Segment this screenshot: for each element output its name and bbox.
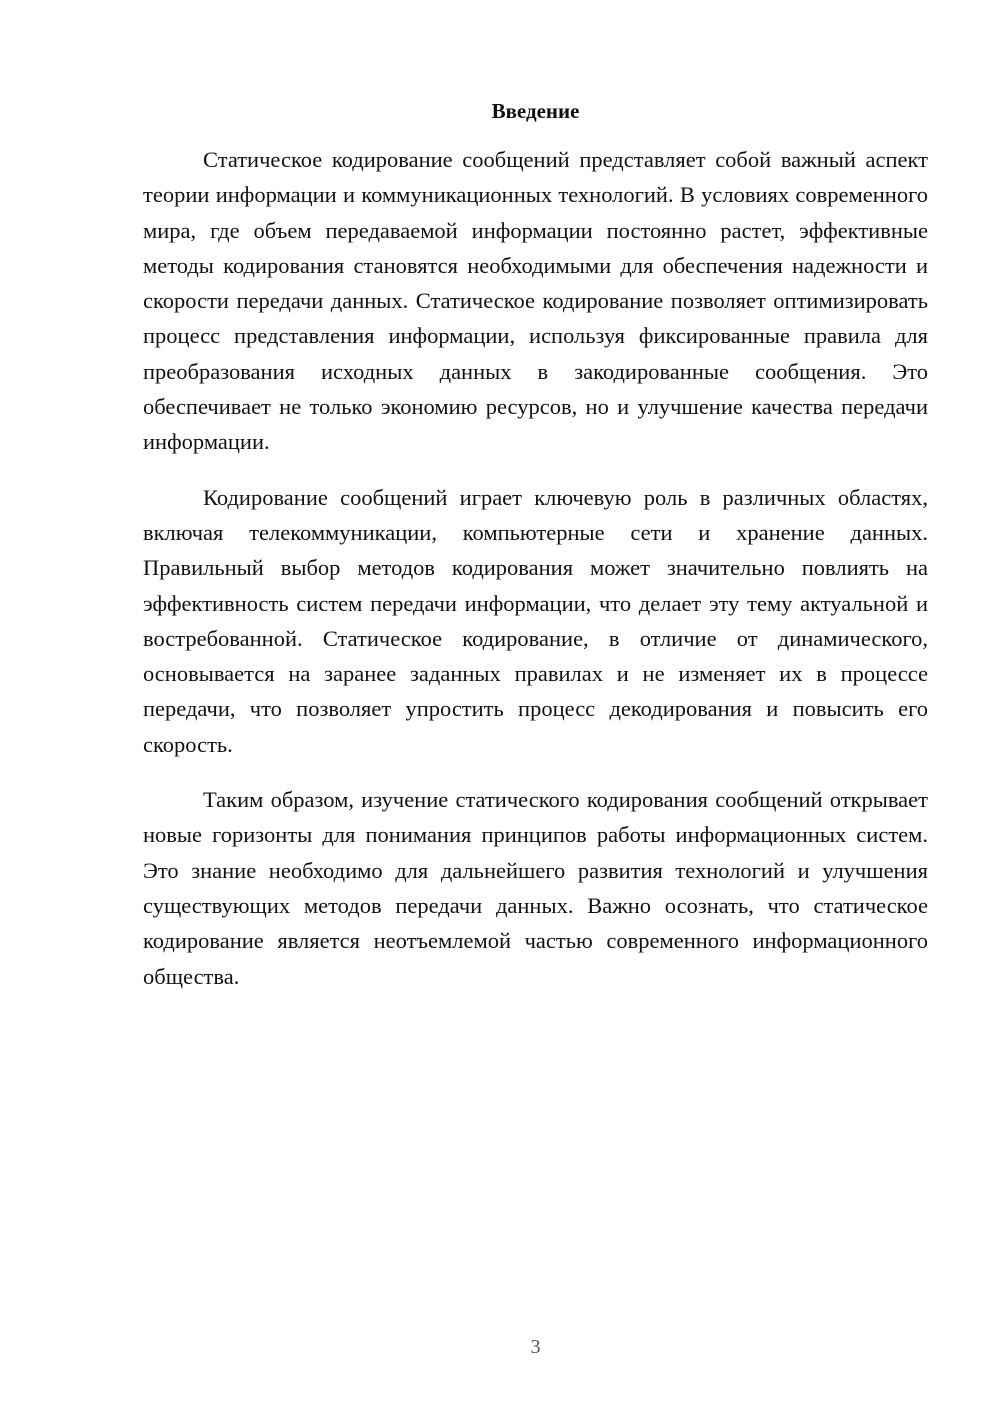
body-text	[143, 142, 928, 1014]
paragraph-2: Кодирование сообщений играет ключевую роль в различных областях, включая телекоммуникации, компьютерные сети и хранение данных. Правильный выбор методов кодирования может значительно повлиять на эффективность систем передачи информации, что делает эту тему актуальной и востребованной. Статическое кодирование, в отличие от динамического, основывается на заранее заданных правилах и не изменяет их в процессе передачи, что позволяет упростить процесс декодирования и повысить его скорость.	[143, 484, 928, 757]
section-heading: Введение	[491, 99, 580, 123]
paragraph-3: Таким образом, изучение статического кодирования сообщений открывает новые горизонты для понимания принципов работы информационных систем. Это знание необходимо для дальнейшего развития технологий и улучшения существующих методов передачи данных. Важно осознать, что статическое кодирование является неотъемлемой частью современного информационного общества.	[143, 787, 928, 989]
page-number: 3	[530, 1336, 541, 1358]
paragraph-1: Статическое кодирование сообщений представляет собой важный аспект теории информации и коммуникационных технологий. В условиях современного мира, где объем передаваемой информации постоянно растет, эффективные методы кодирования становятся необходимыми для обеспечения надежности и скорости передачи данных. Статическое кодирование позволяет оптимизировать процесс представления информации, используя фиксированные правила для преобразования исходных данных в закодированные сообщения. Это обеспечивает не только экономию ресурсов, но и улучшение качества передачи информации.	[143, 147, 928, 455]
